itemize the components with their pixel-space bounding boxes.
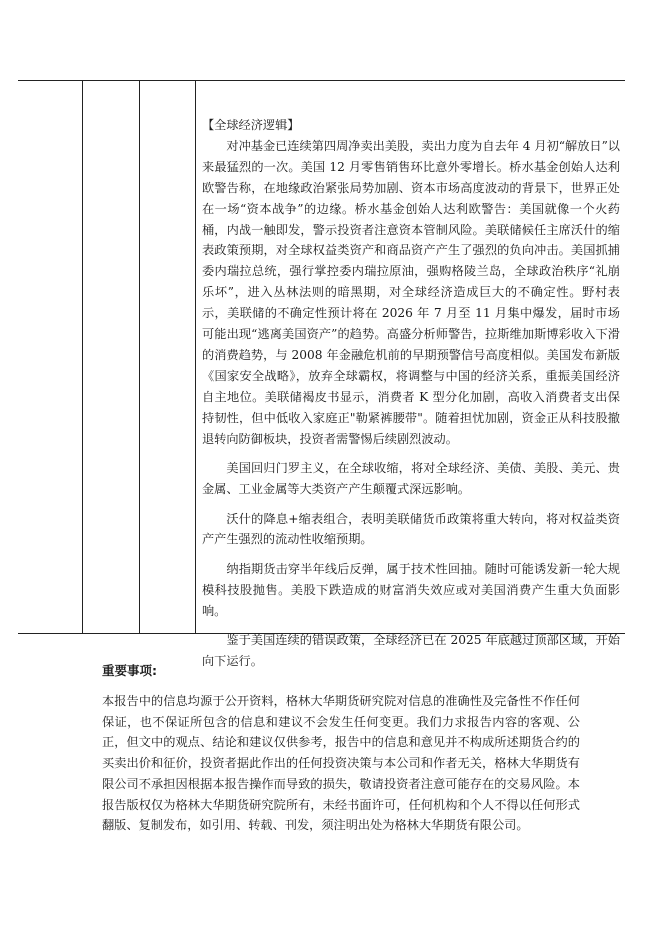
column-divider <box>82 80 83 634</box>
section-paragraph: 美国回归门罗主义，在全球收缩，将对全球经济、美债、美股、美元、贵金属、工业金属等大类资产产生颠覆式深远影响。 <box>202 461 620 496</box>
section-paragraph: 鉴于美国连续的错误政策，全球经济已在 2025 年底越过顶部区域，开始向下运行。 <box>202 633 620 669</box>
section-paragraph: 对冲基金已连续第四周净卖出美股，卖出力度为自去年 4 月初“解放日”以来最猛烈的一次。美国 12 月零售销售环比意外零增长。桥水基金创始人达利欧警告称，在地缘政治紧张局势加剧、资本市场高度波动的背景下，世界正处在一场“资本战争”的边缘。桥水基金创始人达利欧警告：美国就像一个火药桶，内战一触即发，警示投资者注意资本管制风险。美联储候任主席沃什的缩表政策预期，对全球权益类资产和商品资产产生了强烈的负向冲击。美国抓捕委内瑞拉总统，强行掌控委内瑞拉原油，强购格陵兰岛，全球政治秩序“礼崩乐坏”，进入丛林法则的暗黑期，对全球经济造成巨大的不确定性。野村表示，美联储的不确定性预计将在 2026 年 7 月至 11 月集中爆发，届时市场可能出现“逃离美国资产”的趋势。高盛分析师警告，拉斯维加斯博彩收入下滑的消费趋势，与 2008 年金融危机前的早期预警信号高度相似。美国发布新版《国家安全战略》，放弃全球霸权，将调整与中国的经济关系，重振美国经济自主地位。美联储褐皮书显示，消费者 K 型分化加剧，高收入消费者支出保持韧性，但中低收入家庭正"勒紧裤腰带"。随着担忧加剧，资金正从科技股撤退转向防御板块，投资者需警惕后续剧烈波动。 <box>202 138 620 446</box>
section-paragraph: 纳指期货击穿半年线后反弹，属于技术性回抽。随时可能诱发新一轮大规模科技股抛售。美股下跌造成的财富消失效应或对美国消费产生重大负面影响。 <box>202 561 620 618</box>
notice-title: 重要事项: <box>102 663 157 678</box>
important-notice <box>102 661 580 836</box>
notice-body: 本报告中的信息均源于公开资料，格林大华期货研究院对信息的准确性及完备性不作任何保证，也不保证所包含的信息和建议不会发生任何变更。我们力求报告内容的客观、公正，但文中的观点、结论和建议仅供参考，报告中的信息和意见并不构成所述期货合约的买卖出价和征价，投资者据此作出的任何投资决策与本公司和作者无关，格林大华期货有限公司不承担因根据本报告操作而导致的损失，敬请投资者注意可能存在的交易风险。本报告版权仅为格林大华期货研究院所有，未经书面许可，任何机构和个人不得以任何形式翻版、复制发布，如引用、转载、刊发，须注明出处为格林大华期货有限公司。 <box>102 694 580 833</box>
section-heading: 【全球经济逻辑】 <box>202 118 300 132</box>
table-top-border <box>18 80 625 81</box>
global-economy-section <box>202 115 620 672</box>
column-divider <box>139 80 140 634</box>
column-divider <box>195 80 196 634</box>
section-paragraph: 沃什的降息+缩表组合，表明美联储货币政策将重大转向，将对权益类资产产生强烈的流动性收缩预期。 <box>202 511 620 547</box>
